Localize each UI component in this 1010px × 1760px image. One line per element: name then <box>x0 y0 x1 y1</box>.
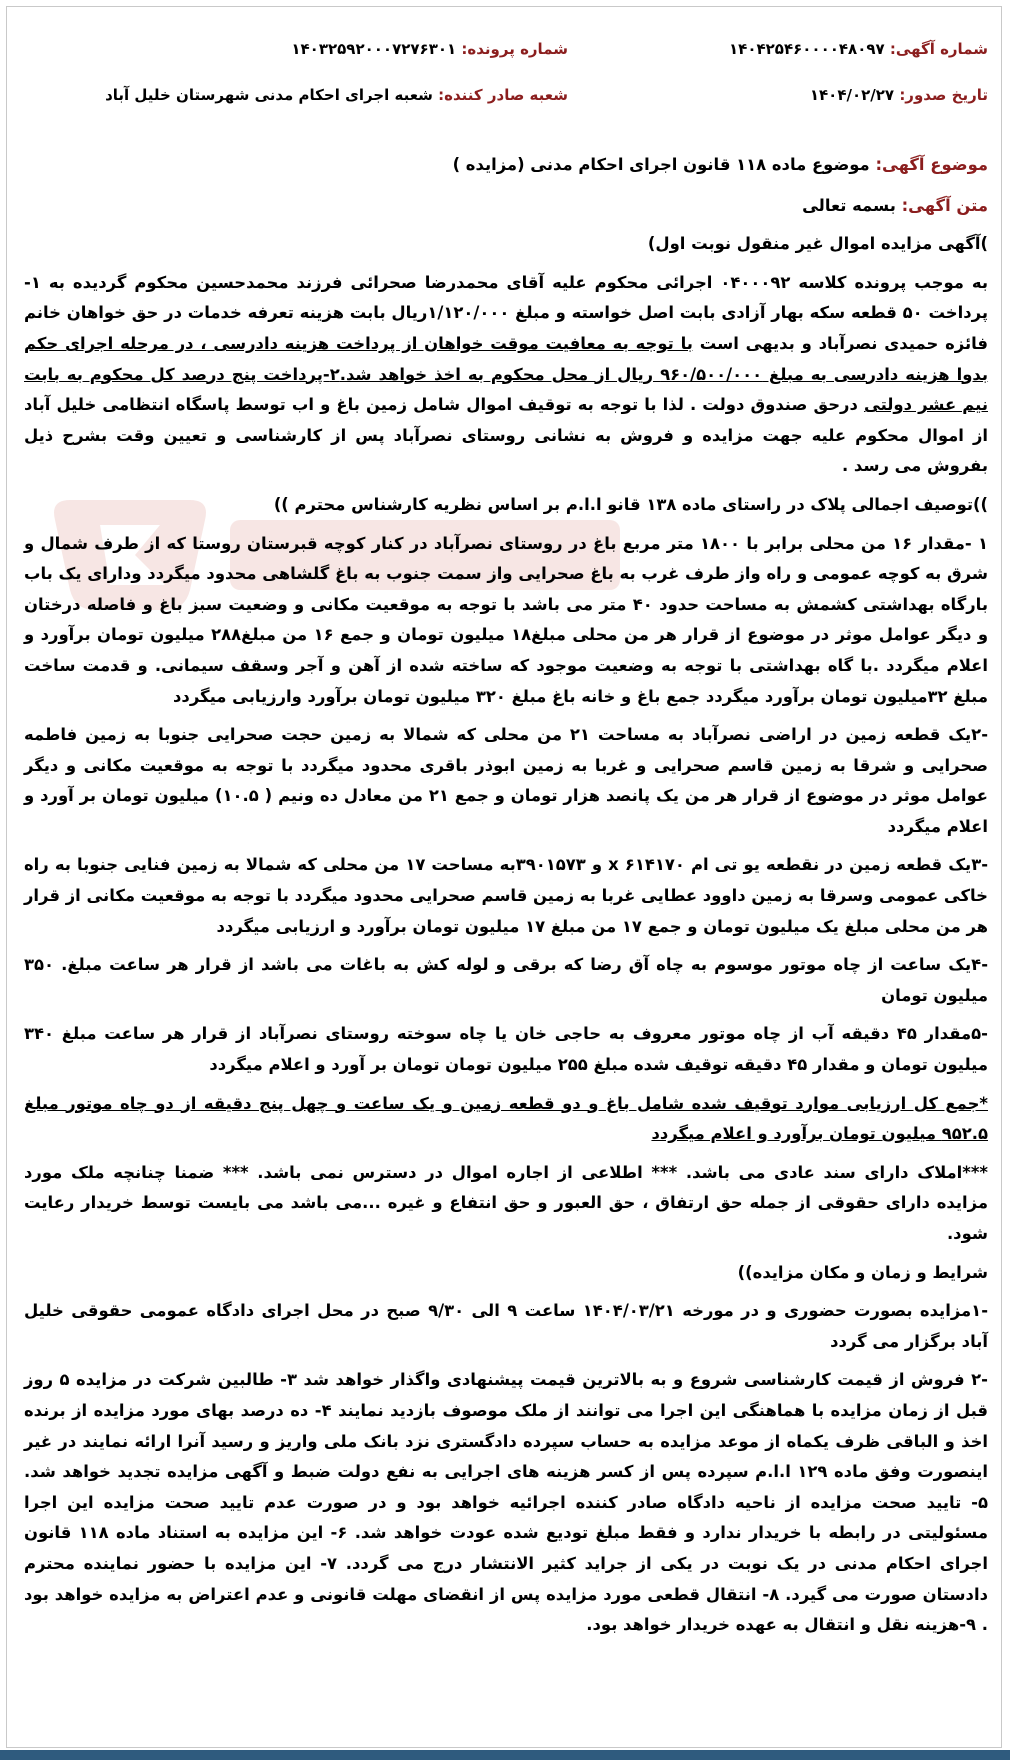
paragraph-intro-a: به موجب پرونده کلاسه ۰۴۰۰۰۹۲ اجرائی محکوم علیه آقای محمدرضا صحرائی فرزند محمدحسین محکوم گردیده به ۱-پرداخت ۵۰ قطعه سکه بهار آزادی بابت اصل خواسته و مبلغ ۱/۱۲۰/۰۰۰ریال بابت هزینه تعرفه خدمات در حق خواهان خانم فائزه حمیدی نصرآباد و بدیهی است <box>24 272 988 353</box>
item-5: -۵مقدار ۴۵ دقیقه آب از چاه موتور معروف به حاجی خان یا چاه سوخته روستای نصرآباد از قرار هر ساعت مبلغ ۳۴۰ میلیون تومان و مقدار ۴۵ دقیقه توقیف شده مبلغ ۲۵۵ میلیون تومان تومان بر آورد و اعلام میگردد <box>24 1024 988 1075</box>
issuing-branch: شعبه اجرای احکام مدنی شهرستان خلیل آباد <box>105 86 433 104</box>
issue-date: ۱۴۰۴/۰۲/۲۷ <box>809 86 895 104</box>
paragraph-intro-b: با توجه به معافیت موقت خواهان از پرداخت هزینه دادرسی ، در مرحله اجرای حکم بدوا هزینه دادرسی به مبلغ ۹۶۰/۵۰۰/۰۰۰ ریال از محل محکوم به اخذ خواهد شد.۲-پرداخت پنج درصد کل محکوم به بابت نیم عشر دولتی <box>24 333 989 415</box>
paragraph-intro-c: درحق صندوق دولت . لذا با توجه به توقیف اموال شامل زمین باغ و اب توسط پاسگاه انتظامی خلیل آباد از اموال محکوم علیه جهت مزایده و فروش به نشانی روستای نصرآباد پس از کارشناسی و تعیین وقت بشرح ذیل بفروش می رسد . <box>24 395 988 476</box>
item-4: -۴یک ساعت از چاه موتور موسوم به چاه آق رضا که برقی و لوله کش به باغات می باشد از قرار هر ساعت مبلغ. ۳۵۰ میلیون تومان <box>24 955 988 1005</box>
body-label-row <box>24 191 988 222</box>
file-number: ۱۴۰۳۲۵۹۲۰۰۰۷۲۷۶۳۰۱ <box>291 40 457 58</box>
issue-date-label: تاریخ صدور: <box>899 86 988 104</box>
notice-content <box>24 150 988 1649</box>
bottom-bar <box>0 1750 1010 1760</box>
subject-row <box>24 150 988 181</box>
body-label: متن آگهی: <box>901 195 988 215</box>
notice-number: ۱۴۰۴۲۵۴۶۰۰۰۰۴۸۰۹۷ <box>729 40 885 58</box>
item-3: -۳یک قطعه زمین در نقطعه یو تی ام ۶۱۴۱۷۰ x و ۳۹۰۱۵۷۳به مساحت ۱۷ من محلی که شمالا به زمین فنایی جنوبا به راه خاکی عمومی وسرقا به زمین داوود عطایی غربا به زمین قاسم صحرایی محدود میگردد با توجه به موقعیت مکانی از قرار هر من محلی مبلغ یک میلیون تومان و جمع ۱۷ من مبلغ ۱۷ میلیون تومان برآورد و ارزیابی میگردد <box>24 855 989 936</box>
total-valuation: *جمع کل ارزیابی موارد توقیف شده شامل باغ و دو قطعه زمین و یک ساعت و چهل پنج دقیقه از دو چاه موتور مبلغ ۹۵۲.۵ میلیون تومان برآورد و اعلام میگردد <box>24 1093 988 1144</box>
conditions-title: شرایط و زمان و مکان مزایده)) <box>737 1262 988 1282</box>
condition-2: -۲ فروش از قیمت کارشناسی شروع و به بالاترین قیمت پیشنهادی واگذار خواهد شد ۳- طالبین شرکت در مزایده ۵ روز قبل از زمان مزایده با هماهنگی این اجرا می توانند از ملک موصوف بازدید نمایند ۴- ده درصد بهای مورد مزایده از برنده اخذ و الباقی ظرف یکماه از موعد مزایده به حساب سپرده دادگستری نزد بانک ملی واریز و رسید آنرا ارائه نمایند در غیر اینصورت وفق ماده ۱۲۹ ا.ا.م سپرده پس از کسر هزینه های اجرایی به نفع دولت ضبط و آگهی مزایده تجدید خواهد شد. ۵- تایید صحت مزایده از ناحیه دادگاه صادر کننده اجرائیه خواهد بود و در صورت عدم تایید صحت مزایده این اجرا مسئولیتی در رابطه با خریدار ندارد و فقط مبلغ تودیع شده عودت خواهد شد. ۶- این مزایده به استناد ماده ۱۱۸ قانون اجرای احکام مدنی در یک نوبت در یکی از جراید کثیر الانتشار درج می گردد. ۷- این مزایده با حضور نماینده محترم دادستان صورت می گیرد. ۸- انتقال قطعی مورد مزایده پس از انقضای مهلت قانونی و عدم اعتراض به مزایده خواهد بود . ۹-هزینه نقل و انتقال به عهده خریدار خواهد بود. <box>24 1370 989 1635</box>
header <box>24 40 988 130</box>
file-number-row <box>291 40 568 58</box>
notice-number-row <box>729 40 988 58</box>
item-2: -۲یک قطعه زمین در اراضی نصرآباد به مساحت ۲۱ من محلی که شمالا به زمین حجت صحرایی جنوبا به زمین فاطمه صحرایی و شرقا به زمین قاسم صحرایی و غربا به زمین ابوذر باقری محدود میگردد با توجه به موقعیت مکانی و دیگر عوامل موثر در موضوع از قرار هر من یک پانصد هزار تومان و جمع ۲۱ من معادل ده ونیم ( ۱۰.۵) میلیون تومان بر آورد و اعلام میگردد <box>24 725 988 836</box>
section-description: ))توصیف اجمالی پلاک در راستای ماده ۱۳۸ قانو ا.ا.م بر اساس نظریه کارشناس محترم )) <box>273 494 988 514</box>
notice-number-label: شماره آگهی: <box>889 40 988 58</box>
issuing-branch-row <box>105 86 568 104</box>
subject-label: موضوع آگهی: <box>875 155 988 174</box>
notes: ***املاک دارای سند عادی می باشد. *** اطلاعی از اجاره اموال در دسترس نمی باشد. *** ضمنا چنانچه ملک مورد مزایده دارای حقوقی از جمله حق ارتفاق ، حق العبور و حق انتفاع و غیره ...می باشد می بایست توسط خریدار رعایت شود. <box>24 1162 988 1243</box>
issue-date-row <box>810 86 988 104</box>
paragraph-intro <box>24 268 988 482</box>
notice-title: )آگهی مزایده اموال غیر منقول نوبت اول) <box>647 234 988 254</box>
item-1: ۱ -مقدار ۱۶ من محلی برابر با ۱۸۰۰ متر مربع باغ در روستای نصرآباد در کنار کوچه قبرستان روستا که از طرف شمال و شرق به کوچه عمومی و راه واز طرف غرب به باغ صحرایی واز سمت جنوب به باغ گلشاهی محدود میگردد ودارای یک باب بارگاه بهداشتی کشمش به مساحت حدود ۴۰ متر می باشد با توجه به موقعیت مکانی و وضعیت سبز باغ و فاصله درختان و دیگر عوامل موثر در موضوع از قرار هر من محلی مبلغ۱۸ میلیون تومان و جمع ۱۶ من مبلغ۲۸۸ میلیون تومان برآورد و اعلام میگردد .با گاه بهداشتی با توجه به وضعیت موجود که ساخته شده از آهن و آجر وسقف سیمانی. و قدمت ساخت مبلغ ۳۲میلیون تومان برآورد میگردد جمع باغ و خانه باغ مبلغ ۳۲۰ میلیون تومان برآورد وارزیابی میگردد <box>24 533 989 706</box>
bismillah: بسمه تعالی <box>802 195 896 215</box>
issuing-branch-label: شعبه صادر کننده: <box>438 86 568 104</box>
file-number-label: شماره پرونده: <box>461 40 568 58</box>
subject-value: موضوع ماده ۱۱۸ قانون اجرای احکام مدنی (مزایده ) <box>452 155 870 174</box>
condition-1: -۱مزایده بصورت حضوری و در مورخه ۱۴۰۴/۰۳/۲۱ ساعت ۹ الی ۹/۳۰ صبح در محل اجرای دادگاه عمومی حقوقی خلیل آباد برگزار می گردد <box>24 1301 988 1351</box>
